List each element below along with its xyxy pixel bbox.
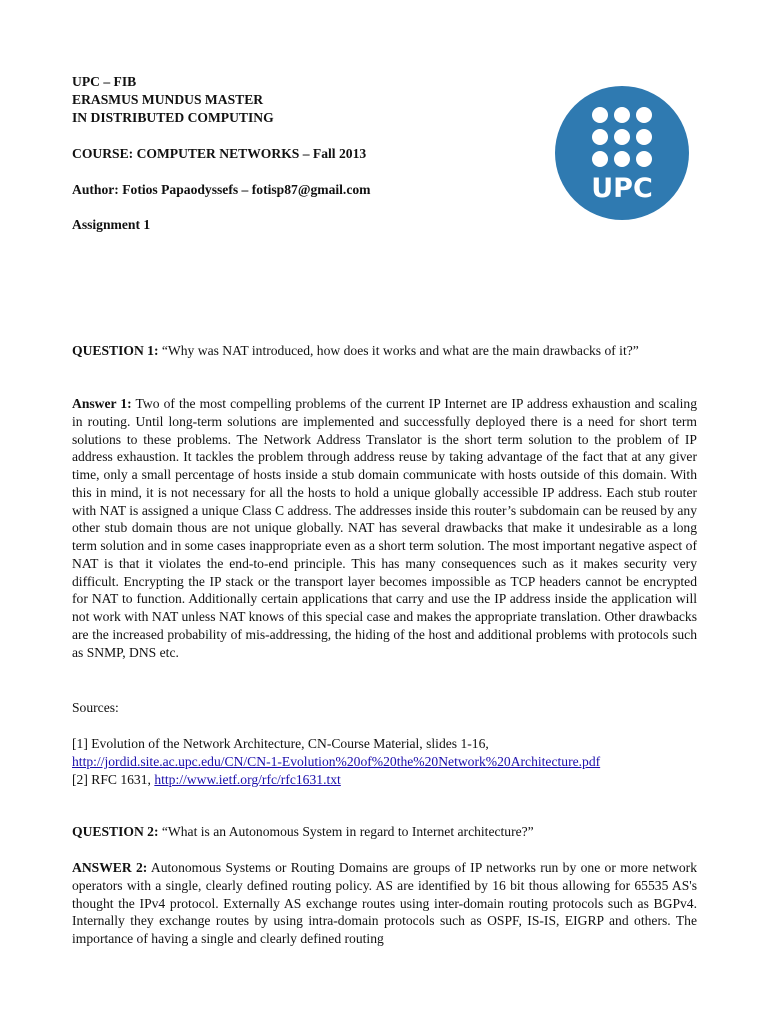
question-2	[72, 823, 697, 841]
sources-label: Sources:	[72, 700, 119, 715]
institution-line: UPC – FIB	[72, 74, 137, 89]
answer-1-text: Two of the most compelling problems of the current IP Internet are IP address exhaustion and scaling in routing. Until long-term solutions are implemented and successfully deployed there is a need for short term solutions to these problems. The Network Address Translator is the short term solution to the problem of IP address exhaustion. It tackles the problem through address reuse by taking advantage of the fact that at any giver time, only a small percentage of hosts inside a stub domain communicate with hosts outside of this domain. With this in mind, it is not necessary for all the hosts to hold a unique globally accessible IP address. Each stub router with NAT is assigned a unique Class C address. The addresses inside this router’s subdomain can be reused by any other stub domain thous are not unique globally. NAT has several drawbacks that make it undesirable as a long term solution and in some cases inappropriate even as a short term solution. The most important negative aspect of NAT is that it violates the end-to-end principle. This has many consequences such as it makes security very difficult. Encrypting the IP stack or the transport layer becomes impossible as TCP headers cannot be encrypted for NAT to function. Additionally certain applications that carry and use the IP address inside the application will not work with NAT unless NAT knows of this special case and makes the appropriate translation. Other drawbacks are the increased probability of mis-addressing, the hiding of the host and additional problems with protocols such as SNMP, DNS etc.	[72, 396, 697, 660]
question-1-label: QUESTION 1:	[72, 343, 159, 358]
answer-2	[72, 859, 697, 948]
author-line: Author: Fotios Papaodyssefs – fotisp87@gmail.com	[72, 182, 371, 197]
program-subline: IN DISTRIBUTED COMPUTING	[72, 110, 274, 125]
program-line: ERASMUS MUNDUS MASTER	[72, 92, 264, 107]
source-2-text: [2] RFC 1631,	[72, 771, 155, 787]
question-2-text: “What is an Autonomous System in regard to Internet architecture?”	[158, 824, 534, 839]
answer-1-label: Answer 1:	[72, 396, 132, 411]
question-1-text: “Why was NAT introduced, how does it works and what are the main drawbacks of it?”	[158, 343, 639, 358]
answer-2-label: ANSWER 2:	[72, 860, 148, 875]
source-1-link[interactable]: http://jordid.site.ac.upc.edu/CN/CN-1-Evolution%20of%20the%20Network%20Architecture.pdf	[72, 753, 601, 769]
assignment-title: Assignment 1	[72, 217, 151, 232]
source-1-text: [1] Evolution of the Network Architecture, CN-Course Material, slides 1-16,	[72, 736, 489, 751]
answer-1	[72, 395, 697, 661]
source-2-link[interactable]: http://www.ietf.org/rfc/rfc1631.txt	[154, 771, 341, 787]
logo-text: UPC	[591, 173, 653, 204]
logo-dots	[592, 107, 652, 167]
upc-logo	[555, 86, 689, 220]
course-line: COURSE: COMPUTER NETWORKS – Fall 2013	[72, 146, 367, 161]
sources-list	[72, 735, 697, 788]
answer-2-text: Autonomous Systems or Routing Domains are groups of IP networks run by one or more network operators with a single, clearly defined routing policy. AS are identified by 16 bit thous allowing for 65535 AS's thought the IPv4 protocol. Externally AS exchange routes using inter-domain routing protocols such as BGPv4. Internally they exchange routes by using intra-domain protocols such as OSPF, IS-IS, EIGRP and others. The importance of having a single and clearly defined routing	[72, 860, 697, 946]
question-1	[72, 342, 697, 360]
question-2-label: QUESTION 2:	[72, 824, 159, 839]
